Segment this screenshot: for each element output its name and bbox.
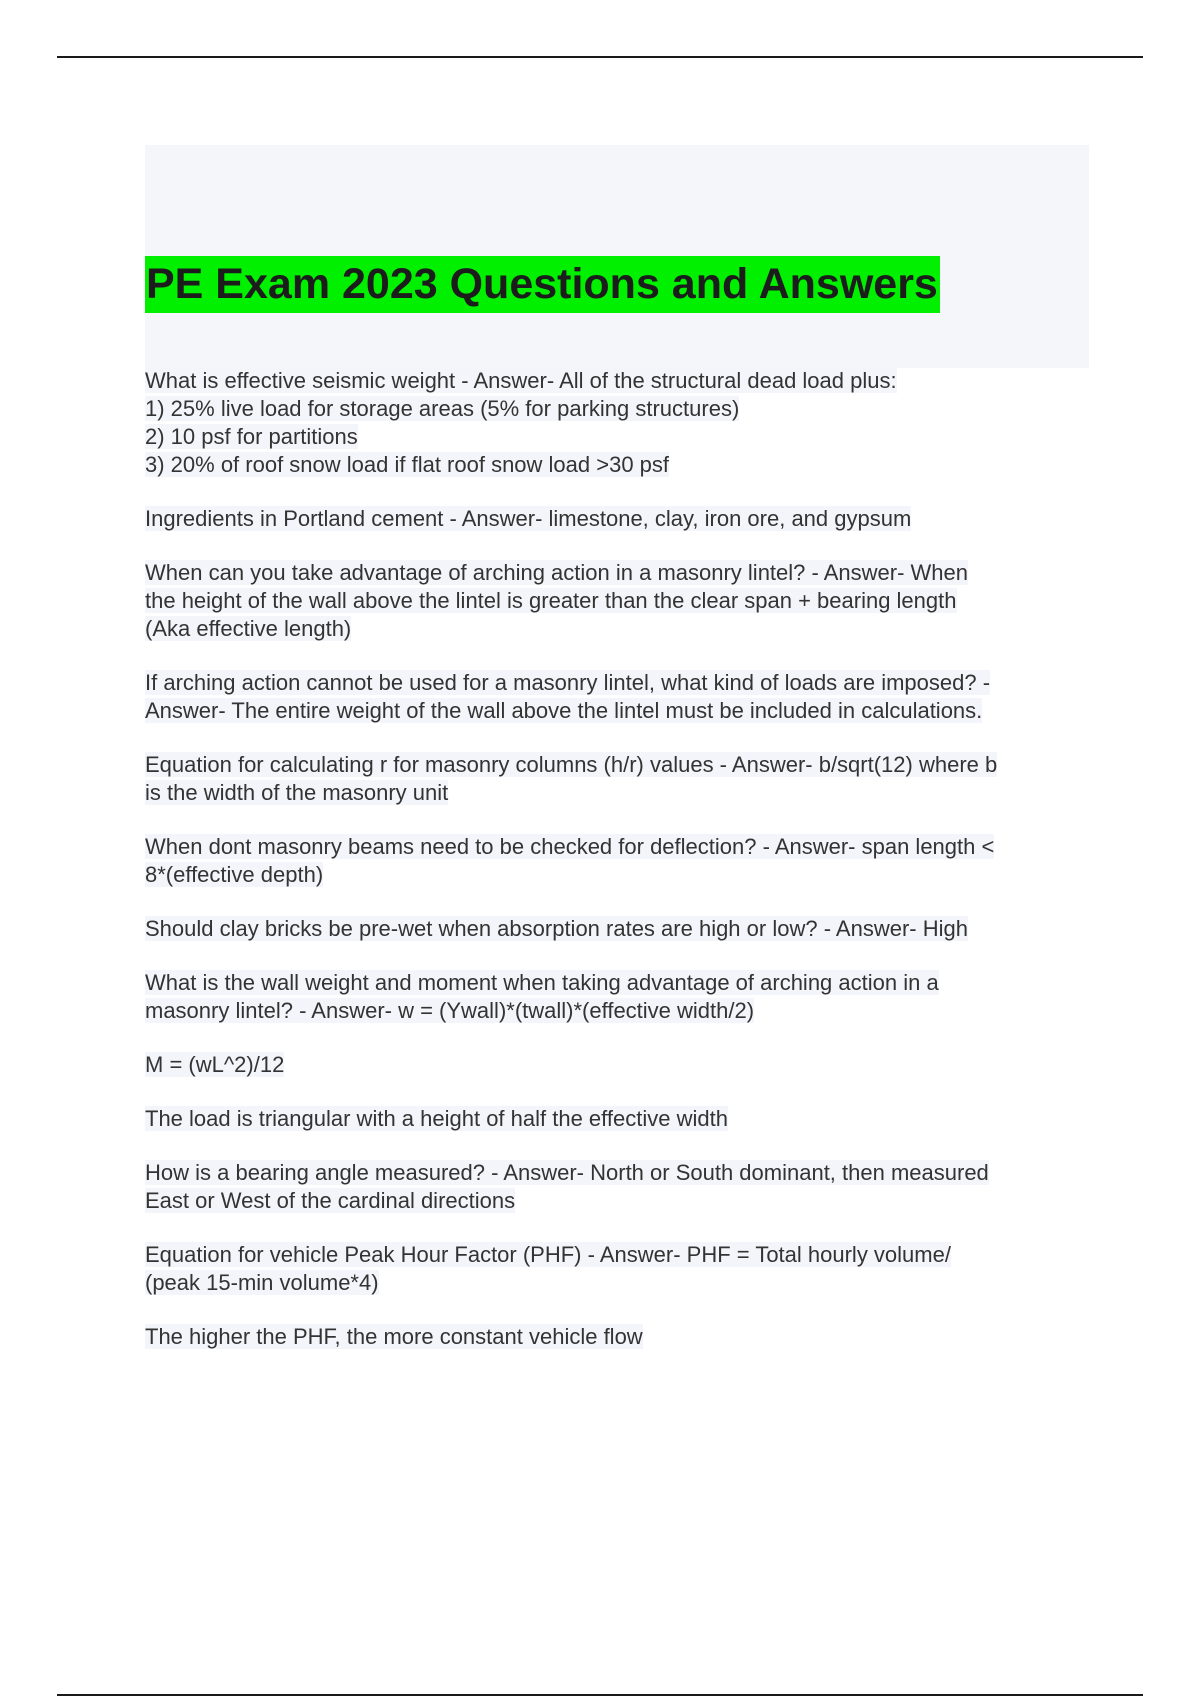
text-line: Ingredients in Portland cement - Answer- limestone, clay, iron ore, and gypsum [145, 506, 912, 531]
text-line: 8*(effective depth) [145, 862, 324, 887]
qa-block [145, 1323, 1095, 1351]
qa-block [145, 367, 1095, 479]
qa-block [145, 751, 1095, 807]
text-line: Equation for vehicle Peak Hour Factor (PHF) - Answer- PHF = Total hourly volume/ [145, 1242, 951, 1267]
text-line: What is effective seismic weight - Answer- All of the structural dead load plus: [145, 368, 897, 393]
text-line: is the width of the masonry unit [145, 780, 449, 805]
qa-block [145, 1241, 1095, 1297]
text-line: the height of the wall above the lintel is greater than the clear span + bearing length [145, 588, 957, 613]
text-line: The load is triangular with a height of half the effective width [145, 1106, 728, 1131]
text-line: 2) 10 psf for partitions [145, 424, 358, 449]
qa-block [145, 1051, 1095, 1079]
text-line: How is a bearing angle measured? - Answer- North or South dominant, then measured [145, 1160, 989, 1185]
text-line: When can you take advantage of arching action in a masonry lintel? - Answer- When [145, 560, 969, 585]
qa-block [145, 833, 1095, 889]
qa-block [145, 1159, 1095, 1215]
text-line: Should clay bricks be pre-wet when absorption rates are high or low? - Answer- High [145, 916, 968, 941]
text-line: (Aka effective length) [145, 616, 352, 641]
document-title: PE Exam 2023 Questions and Answers [145, 256, 940, 313]
top-divider [57, 56, 1143, 58]
document-body [145, 367, 1095, 1377]
text-line: 1) 25% live load for storage areas (5% for parking structures) [145, 396, 740, 421]
qa-block [145, 1105, 1095, 1133]
qa-block [145, 969, 1095, 1025]
qa-block [145, 669, 1095, 725]
text-line: If arching action cannot be used for a masonry lintel, what kind of loads are imposed? - [145, 670, 991, 695]
text-line: M = (wL^2)/12 [145, 1052, 285, 1077]
text-line: 3) 20% of roof snow load if flat roof snow load >30 psf [145, 452, 670, 477]
qa-block [145, 915, 1095, 943]
text-line: East or West of the cardinal directions [145, 1188, 516, 1213]
text-line: (peak 15-min volume*4) [145, 1270, 379, 1295]
text-line: What is the wall weight and moment when taking advantage of arching action in a [145, 970, 939, 995]
qa-block [145, 559, 1095, 643]
text-line: Equation for calculating r for masonry columns (h/r) values - Answer- b/sqrt(12) where b [145, 752, 998, 777]
text-line: When dont masonry beams need to be checked for deflection? - Answer- span length < [145, 834, 995, 859]
text-line: Answer- The entire weight of the wall above the lintel must be included in calculations. [145, 698, 983, 723]
text-line: masonry lintel? - Answer- w = (Ywall)*(twall)*(effective width/2) [145, 998, 755, 1023]
text-line: The higher the PHF, the more constant vehicle flow [145, 1324, 643, 1349]
qa-block [145, 505, 1095, 533]
bottom-divider [57, 1694, 1143, 1696]
